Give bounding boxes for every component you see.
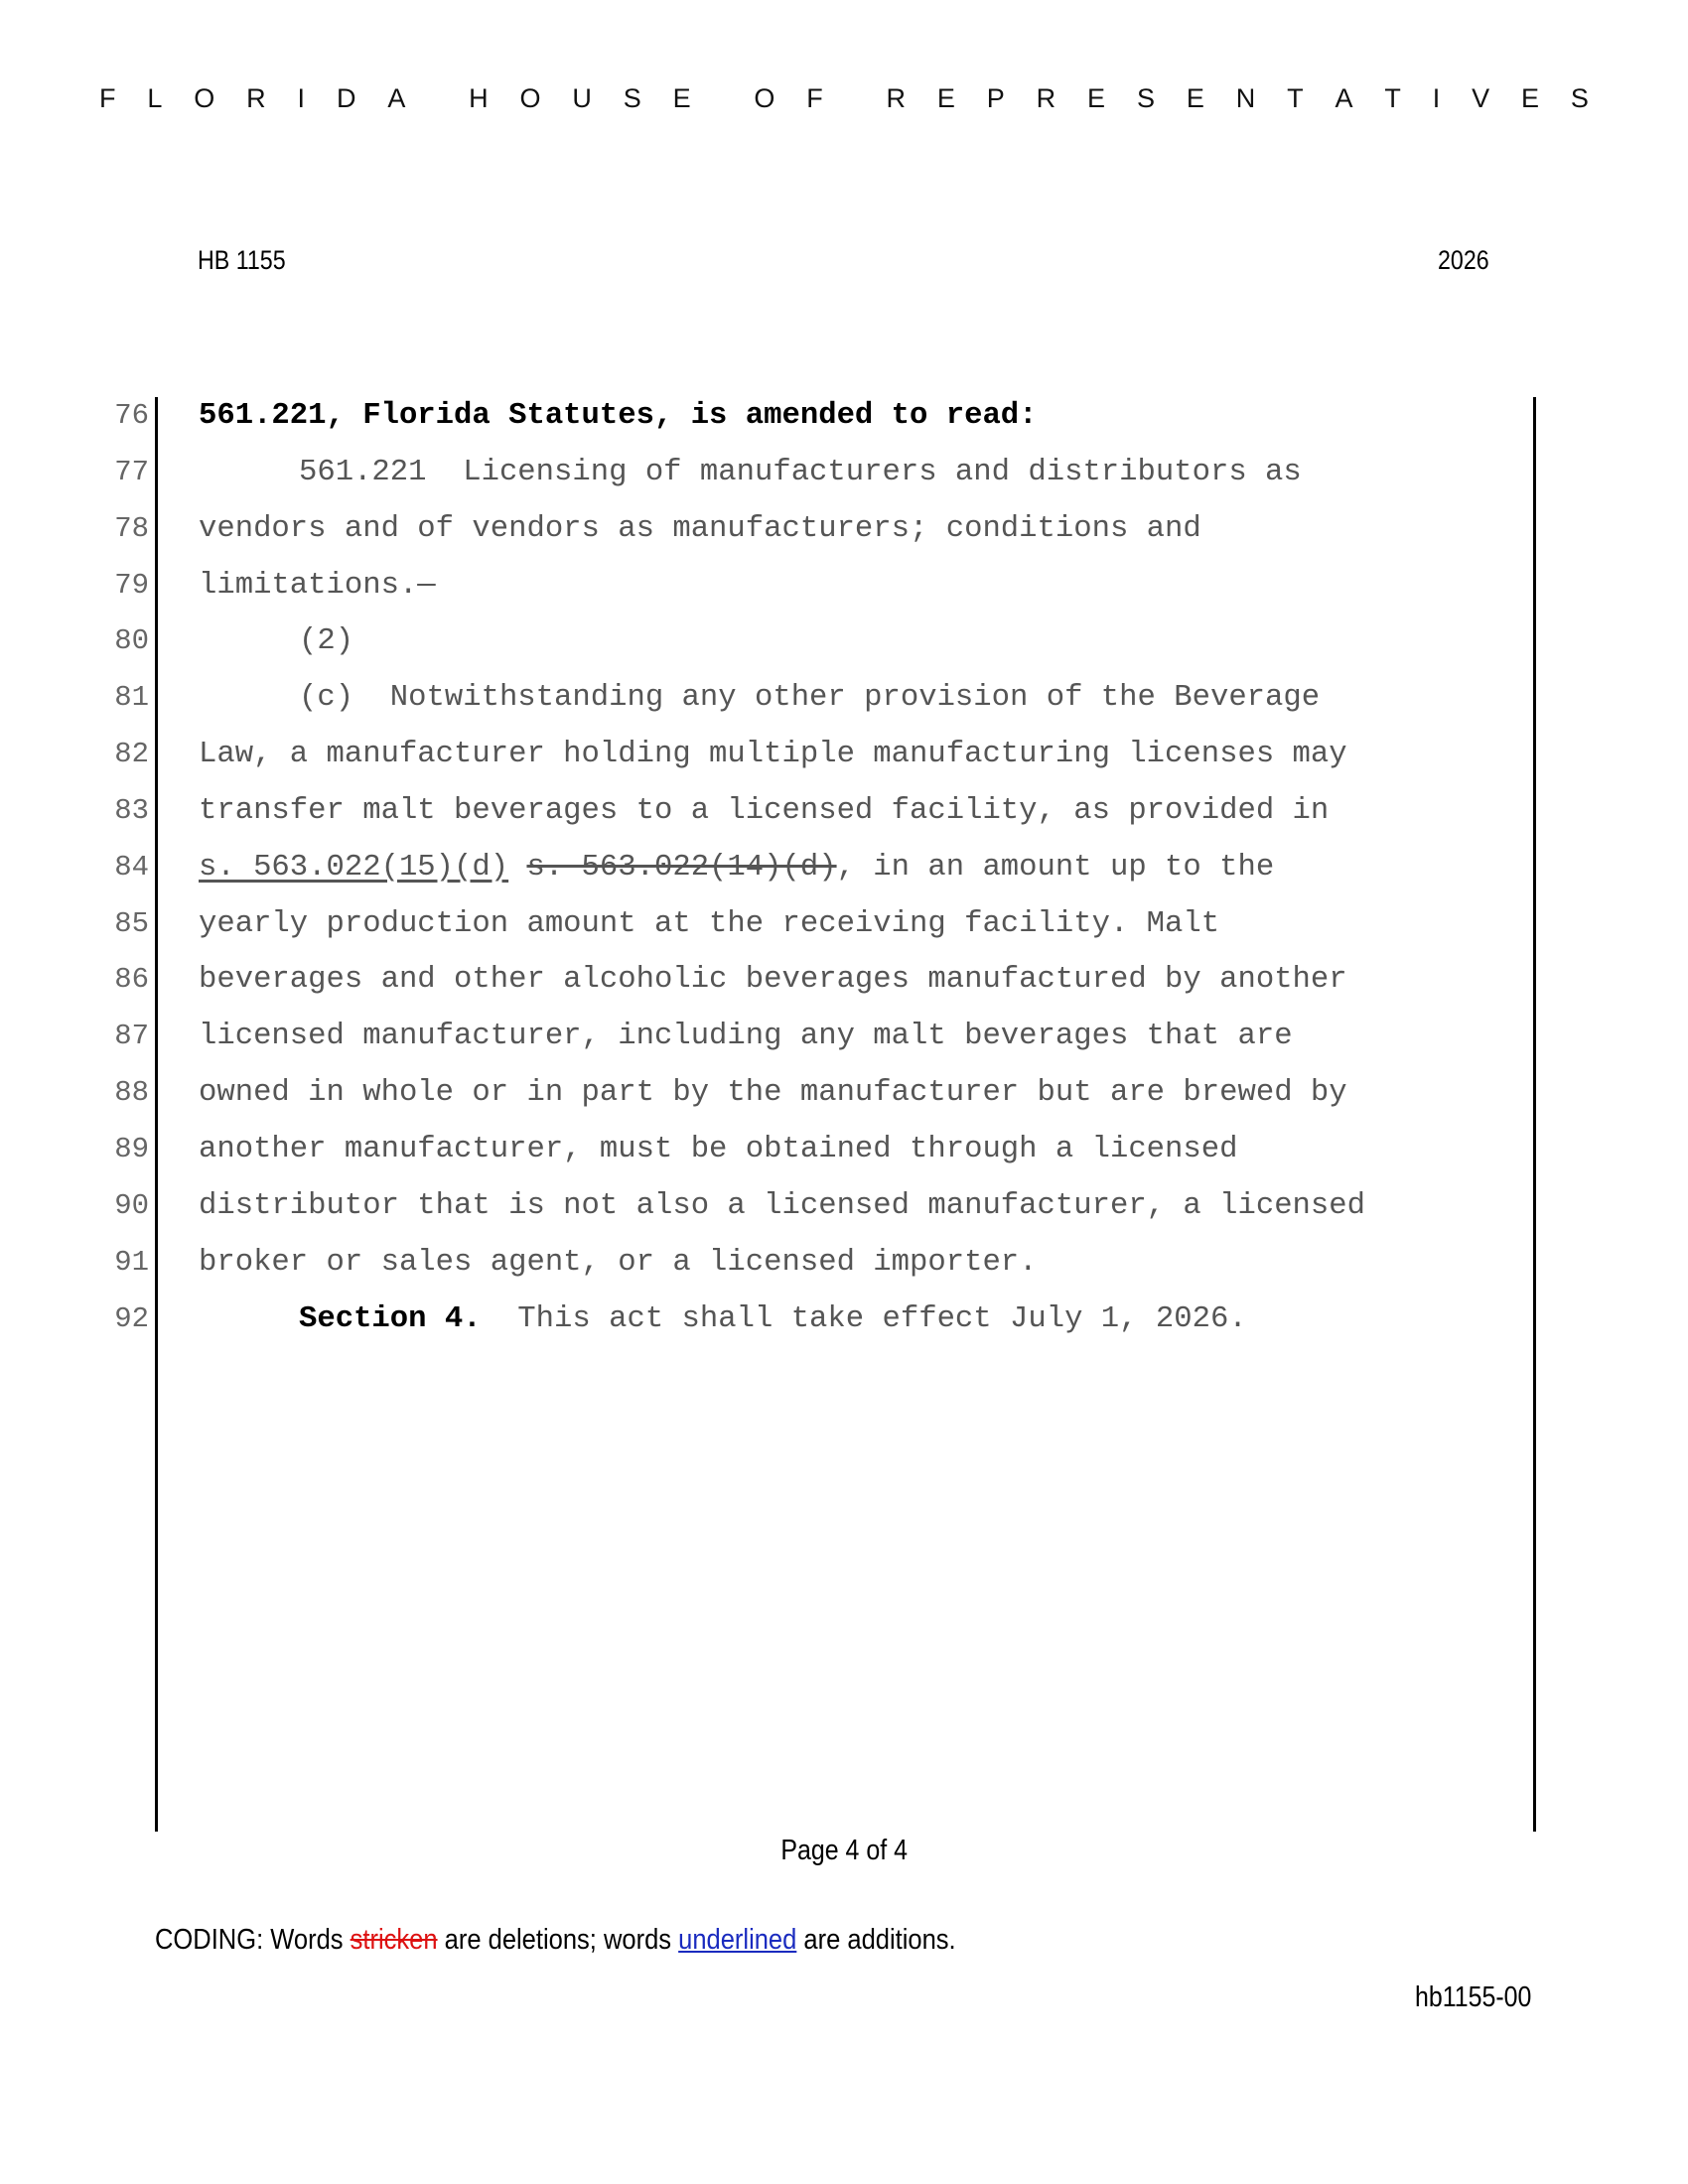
line-number: 76 bbox=[114, 399, 149, 432]
line-text: yearly production amount at the receiving facility. Malt bbox=[199, 906, 1220, 941]
masthead-letter: T bbox=[1384, 83, 1401, 113]
bill-line bbox=[199, 1243, 1519, 1299]
line-text: vendors and of vendors as manufacturers; conditions and bbox=[199, 511, 1201, 546]
line-number: 81 bbox=[114, 681, 149, 715]
line-text: distributor that is not also a licensed manufacturer, a licensed bbox=[199, 1188, 1365, 1223]
masthead-letter: I bbox=[297, 83, 306, 113]
line-text: limitations.— bbox=[199, 568, 436, 603]
bill-line bbox=[199, 1130, 1519, 1186]
bill-line bbox=[199, 791, 1519, 848]
line-text: This act shall take effect July 1, 2026. bbox=[481, 1301, 1247, 1336]
masthead-letter: E bbox=[1186, 83, 1204, 113]
line-text: another manufacturer, must be obtained through a licensed bbox=[199, 1132, 1238, 1166]
line-text: licensed manufacturer, including any malt beverages that are bbox=[199, 1020, 1293, 1054]
masthead-letter: D bbox=[336, 83, 356, 113]
line-text: Law, a manufacturer holding multiple manufacturing licenses may bbox=[199, 738, 1347, 772]
line-text: Section 4. bbox=[299, 1301, 482, 1336]
masthead-letter: S bbox=[623, 83, 641, 113]
line-text: beverages and other alcoholic beverages manufactured by another bbox=[199, 963, 1347, 998]
line-text: (2) bbox=[299, 624, 354, 659]
masthead-letter: E bbox=[1087, 83, 1106, 113]
line-number: 92 bbox=[114, 1301, 149, 1335]
bill-number: HB 1155 bbox=[198, 245, 286, 275]
line-number: 82 bbox=[114, 738, 149, 771]
line-text: broker or sales agent, or a licensed importer. bbox=[199, 1245, 1038, 1280]
line-number: 91 bbox=[114, 1245, 149, 1279]
line-number: 87 bbox=[114, 1020, 149, 1053]
coding-stricken-sample: stricken bbox=[350, 1924, 438, 1956]
line-text: , in an amount up to the bbox=[836, 850, 1275, 885]
masthead-letter: R bbox=[886, 83, 907, 113]
bill-line bbox=[199, 735, 1519, 791]
masthead-letter: N bbox=[1235, 83, 1256, 113]
masthead-letter: F bbox=[99, 83, 116, 113]
masthead-letter: T bbox=[1287, 83, 1304, 113]
masthead-letter: O bbox=[194, 83, 215, 113]
masthead-letter: A bbox=[387, 83, 406, 113]
coding-suffix: are additions. bbox=[796, 1924, 956, 1956]
bill-line bbox=[199, 1017, 1519, 1073]
bill-line bbox=[199, 566, 1519, 622]
page-number-label: Page 4 of 4 bbox=[780, 1835, 908, 1866]
bill-line bbox=[199, 453, 1519, 509]
masthead-letter: P bbox=[986, 83, 1005, 113]
line-number: 86 bbox=[114, 963, 149, 997]
line-text bbox=[508, 851, 526, 885]
line-text: owned in whole or in part by the manufacturer but are brewed by bbox=[199, 1076, 1347, 1111]
page-number bbox=[0, 1835, 1688, 1867]
bill-line bbox=[199, 509, 1519, 566]
coding-middle: are deletions; words bbox=[437, 1924, 679, 1956]
line-number: 83 bbox=[114, 793, 149, 827]
line-number: 79 bbox=[114, 568, 149, 602]
masthead-letter: A bbox=[1335, 83, 1353, 113]
bill-line bbox=[199, 678, 1519, 735]
masthead-letter: S bbox=[1570, 83, 1589, 113]
masthead-letter: E bbox=[936, 83, 955, 113]
masthead-letter: V bbox=[1472, 83, 1490, 113]
added-text: s. 563.022(15)(d) bbox=[199, 850, 509, 885]
coding-prefix: CODING: Words bbox=[155, 1924, 351, 1956]
deleted-text: s. 563.022(14)(d) bbox=[526, 850, 837, 885]
masthead-letter: U bbox=[572, 83, 592, 113]
line-text: 561.221, Florida Statutes, is amended to read: bbox=[199, 399, 1038, 433]
bill-line bbox=[199, 1186, 1519, 1243]
bill-line bbox=[199, 396, 1519, 453]
masthead-letter: O bbox=[754, 83, 775, 113]
masthead-letter: R bbox=[1036, 83, 1056, 113]
bill-line bbox=[199, 621, 1519, 678]
masthead-letter: O bbox=[519, 83, 541, 113]
line-number: 78 bbox=[114, 511, 149, 545]
masthead-letter: F bbox=[806, 83, 823, 113]
document-id: hb1155-00 bbox=[1415, 1981, 1532, 2013]
bill-line bbox=[199, 1073, 1519, 1130]
left-margin-rule bbox=[155, 397, 158, 1832]
masthead-letter: E bbox=[1521, 83, 1540, 113]
line-text: (c) Notwithstanding any other provision of the Beverage bbox=[299, 681, 1321, 716]
line-number: 90 bbox=[114, 1188, 149, 1222]
line-text: 561.221 Licensing of manufacturers and distributors as bbox=[299, 455, 1302, 489]
bill-line bbox=[199, 904, 1519, 961]
bill-text-body bbox=[199, 396, 1519, 1355]
line-number: 85 bbox=[114, 906, 149, 940]
coding-underlined-sample: underlined bbox=[678, 1924, 797, 1956]
right-margin-rule bbox=[1533, 397, 1536, 1832]
masthead-letter: R bbox=[246, 83, 266, 113]
chamber-masthead bbox=[99, 83, 1589, 114]
bill-line bbox=[199, 1299, 1519, 1356]
masthead-letter: I bbox=[1432, 83, 1441, 113]
bill-line bbox=[199, 960, 1519, 1017]
line-number-column bbox=[99, 396, 149, 1355]
coding-legend bbox=[155, 1924, 956, 1957]
line-number: 88 bbox=[114, 1076, 149, 1110]
masthead-letter: E bbox=[672, 83, 691, 113]
masthead-letter: S bbox=[1136, 83, 1155, 113]
line-number: 89 bbox=[114, 1132, 149, 1165]
line-number: 77 bbox=[114, 455, 149, 488]
bill-year: 2026 bbox=[1438, 245, 1489, 275]
masthead-letter: H bbox=[469, 83, 489, 113]
line-number: 84 bbox=[114, 850, 149, 884]
line-number: 80 bbox=[114, 624, 149, 658]
line-text: transfer malt beverages to a licensed facility, as provided in bbox=[199, 793, 1330, 828]
bill-line bbox=[199, 848, 1519, 904]
masthead-letter: L bbox=[147, 83, 163, 113]
